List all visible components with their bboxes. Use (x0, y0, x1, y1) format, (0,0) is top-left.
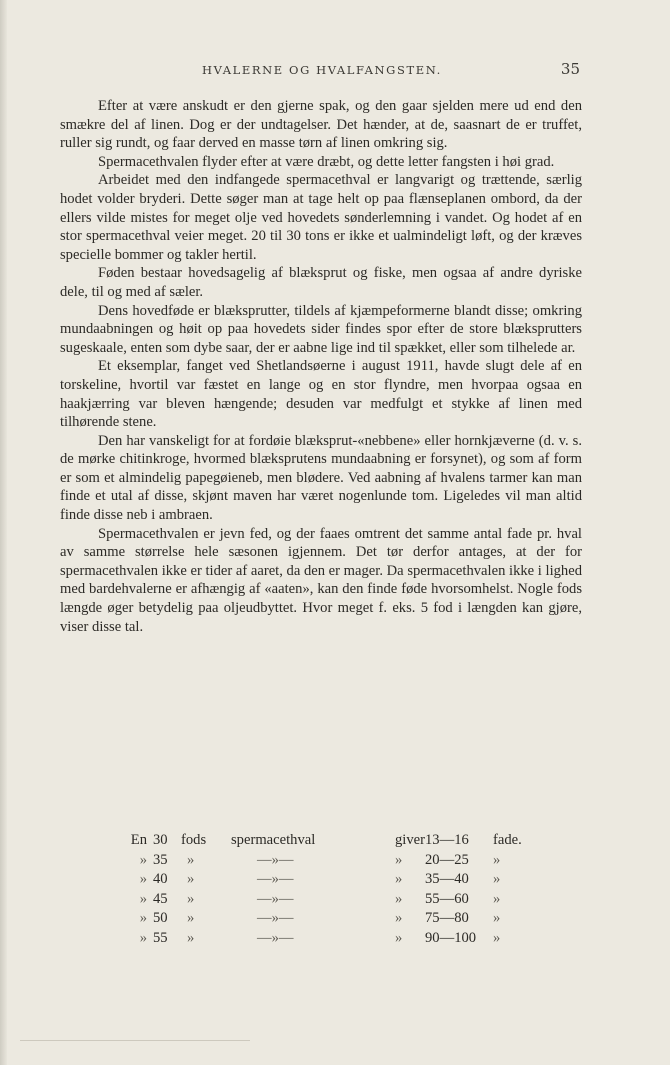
table-row (60, 909, 582, 929)
paragraph: Dens hovedføde er blæksprutter, tildels af kjæmpeformerne blandt disse; omkring mundaabningen og høit op paa hovedets sider findes spor efter de store blæksprutters sugeskaale, enten som dybe saar, der er aabne lige ind til spækket, eller som tilhelede ar. (60, 302, 582, 356)
unit-cell: » (187, 871, 195, 887)
paragraph: Føden bestaar hovedsagelig af blæksprut og fiske, men ogsaa af andre dyriske dele, til og med af sæler. (60, 265, 582, 300)
page-spine-shadow (0, 0, 7, 1065)
kind-cell: —»— (257, 871, 294, 887)
verb-cell: » (395, 910, 403, 926)
row-prefix: » (139, 910, 147, 926)
range-cell: 20—25 (425, 851, 469, 868)
row-prefix: » (139, 890, 147, 907)
running-title: HVALERNE OG HVALFANGSTEN. (202, 63, 442, 77)
verb-cell: » (395, 871, 403, 887)
paragraph: Arbeidet med den indfangede spermacethval er langvarigt og trættende, særlig hodet volder bryderi. Dette søger man at tage helt op paa flænseplanen ombord, da der ellers vilde mistes for meget olje ved hovedets sønderlemning i vandet. Og hodet af en stor spermacethval veier meget. 20 til 30 tons er ikke et ualmindeligt løft, og der kræves specielle bommer og takler hertil. (60, 172, 582, 263)
verb-cell: giver (395, 832, 425, 848)
page-header (60, 60, 582, 80)
range-cell: 90—100 (425, 929, 477, 946)
range-cell: 13—16 (425, 832, 469, 848)
body-text (60, 97, 582, 636)
kind-cell: —»— (257, 851, 294, 868)
suffix-cell: fade. (493, 832, 522, 848)
length-cell: 30 (153, 832, 168, 848)
row-prefix: » (139, 871, 147, 887)
kind-cell: —»— (257, 890, 294, 907)
table-row (60, 890, 582, 910)
row-prefix: En (130, 832, 147, 848)
row-prefix: » (139, 851, 147, 868)
length-cell: 45 (153, 890, 168, 907)
table-row (60, 831, 582, 851)
length-cell: 55 (153, 929, 168, 946)
paragraph: Spermacethvalen er jevn fed, og der faaes omtrent det samme antal fade pr. hval av samme størrelse hele sæsonen igjennem. Det tør derfor antages, at der for spermacethvalen ikke er tider af aaret, da den er mager. Da spermacethvalen ikke i lighed med bardehvalerne er afhængig af «aaten», kan den finde føde hvorsomhelst. Nogle fods længde øger betydelig paa oljeudbyttet. Hvor meget f. eks. 5 fod i længden kan gjøre, viser disse tal. (60, 525, 582, 635)
suffix-cell: » (493, 871, 501, 887)
verb-cell: » (395, 890, 403, 907)
suffix-cell: » (493, 929, 501, 946)
table-row (60, 929, 582, 949)
kind-cell: —»— (257, 910, 294, 926)
range-cell: 35—40 (425, 871, 469, 887)
range-cell: 75—80 (425, 910, 469, 926)
paragraph: Spermacethvalen flyder efter at være dræbt, og dette letter fangsten i høi grad. (98, 153, 555, 170)
yield-table (60, 831, 582, 948)
unit-cell: » (187, 890, 195, 907)
verb-cell: » (395, 929, 403, 946)
unit-cell: » (187, 929, 195, 946)
kind-cell: —»— (257, 929, 294, 946)
suffix-cell: » (493, 890, 501, 907)
table-row (60, 851, 582, 871)
page-number: 35 (560, 60, 580, 78)
unit-cell: » (187, 910, 195, 926)
kind-cell: spermacethval (231, 832, 316, 848)
table-row (60, 870, 582, 890)
suffix-cell: » (493, 851, 501, 868)
row-prefix: » (139, 929, 147, 946)
length-cell: 40 (153, 871, 168, 887)
suffix-cell: » (493, 910, 501, 926)
page-edge-mark (20, 1040, 250, 1043)
unit-cell: fods (181, 832, 207, 848)
length-cell: 35 (153, 851, 168, 868)
verb-cell: » (395, 851, 403, 868)
length-cell: 50 (153, 910, 168, 926)
range-cell: 55—60 (425, 890, 469, 907)
paragraph: Et eksemplar, fanget ved Shetlandsøerne i august 1911, havde slugt dele af en torskeline, hvortil var fæstet en lange og en stor flyndre, men hvorpaa ogsaa en haakjærring var bleven hængende; desuden var medfulgt et stykke af linen med tilhørende stene. (60, 358, 582, 431)
paragraph: Efter at være anskudt er den gjerne spak, og den gaar sjelden mere ud end den smækre del af linen. Dog er der undtagelser. Det hænder, at de, saasnart de er truffet, ruller sig rundt, og faar derved en masse tørn af linen omkring sig. (60, 98, 582, 152)
unit-cell: » (187, 851, 195, 868)
paragraph: Den har vanskeligt for at fordøie blæksprut-«nebbene» eller hornkjæverne (d. v. s. de mørke chitinkroge, hvormed blæksprutens mundaabning er forsynet), og som af form er som et almindelig papegøieneb, men blødere. Ved aabning af hvalens tarmer kan man finde et utal af disse, skjønt maven har været nogenlunde tom. Ligeledes vil man altid finde disse neb i ambraen. (60, 432, 582, 524)
